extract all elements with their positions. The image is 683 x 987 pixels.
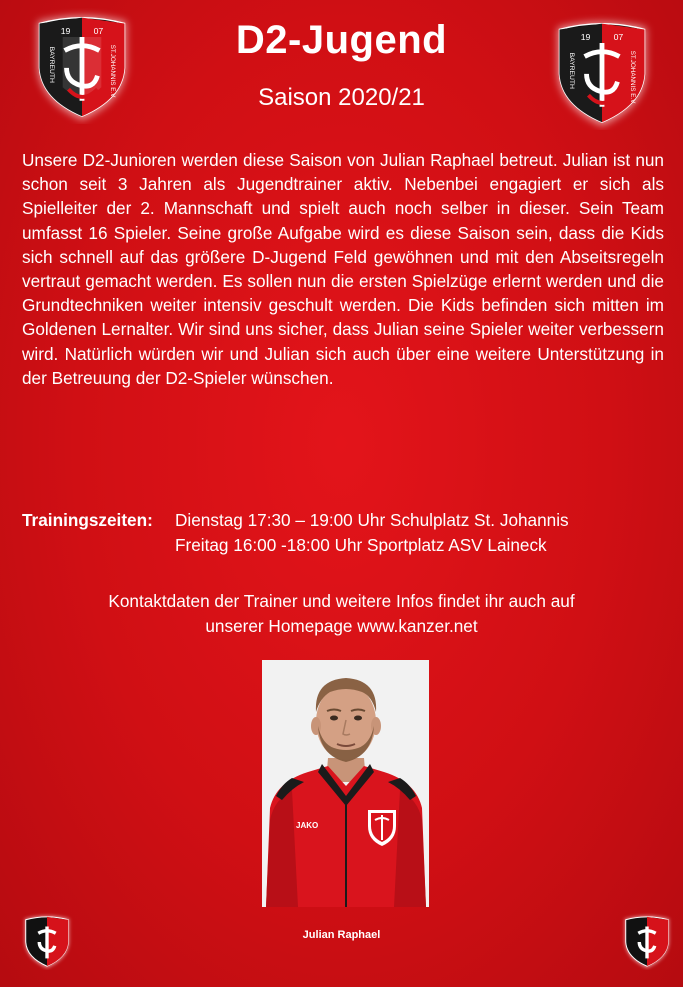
crest-left-text: BAYREUTH (568, 52, 576, 89)
crest-right-text: ST.JOHANNIS E.V. (629, 50, 636, 105)
page-subtitle: Saison 2020/21 (258, 84, 425, 111)
crest-right-text: ST.JOHANNIS E.V. (108, 44, 116, 99)
page-title: D2-Jugend (235, 18, 448, 62)
crest-year-left: 19 (60, 26, 71, 37)
shirt-brand: JAKO (296, 821, 319, 830)
training-time: Dienstag 17:30 – 19:00 Uhr Schulplatz St. Johannis (175, 510, 569, 530)
crest-year-right: 07 (93, 26, 104, 37)
team-description: Unsere D2-Junioren werden diese Saison von Julian Raphael betreut. Julian ist nun schon seit 3 Jahren als Jugendtrainer aktiv. Nebenbei engagiert er sich als Spielleiter der 2. Mannschaft und spielt auch noch selber in dieser. Sein Team umfasst 16 Spieler. Seine große Aufgabe wird es diese Saison sein, dass die Kids sich schnell auf das größere D-Jugend Feld gewöhnen und mit den Abseitsregeln vertraut gemacht werden. Es sollen nun die ersten Spielzüge erlernt werden und die Grundtechniken weiter intensiv geschult werden. Die Kids befinden sich mitten im Goldenen Lernalter. Wir sind uns sicher, dass Julian seine Spieler weiter verbessern wird. Natürlich würden wir und Julian sich auch über eine weitere Unterstützung in der Betreuung der D2-Spieler wünschen. (22, 150, 664, 388)
training-row (22, 533, 672, 558)
training-row (22, 508, 672, 533)
photo-caption: Julian Raphael (302, 929, 381, 941)
training-label: Trainingszeiten: (22, 510, 153, 530)
club-crest-icon (618, 912, 676, 970)
crest-left-text: BAYREUTH (48, 46, 56, 83)
club-crest-icon (18, 912, 76, 970)
club-crest-bottom-right (618, 912, 676, 970)
trainer-portrait-image (262, 660, 429, 907)
contact-line: Kontaktdaten der Trainer und weitere Infos findet ihr auch auf (108, 591, 575, 611)
crest-year-right: 07 (613, 32, 624, 43)
contact-homepage-line: unserer Homepage www.kanzer.net (205, 616, 478, 636)
crest-year-left: 19 (580, 32, 591, 43)
club-crest-bottom-left (18, 912, 76, 970)
trainer-photo (262, 660, 429, 907)
training-time: Freitag 16:00 -18:00 Uhr Sportplatz ASV Laineck (175, 535, 547, 555)
training-label-spacer (22, 533, 175, 558)
contact-info (0, 589, 683, 639)
training-times (22, 508, 672, 558)
